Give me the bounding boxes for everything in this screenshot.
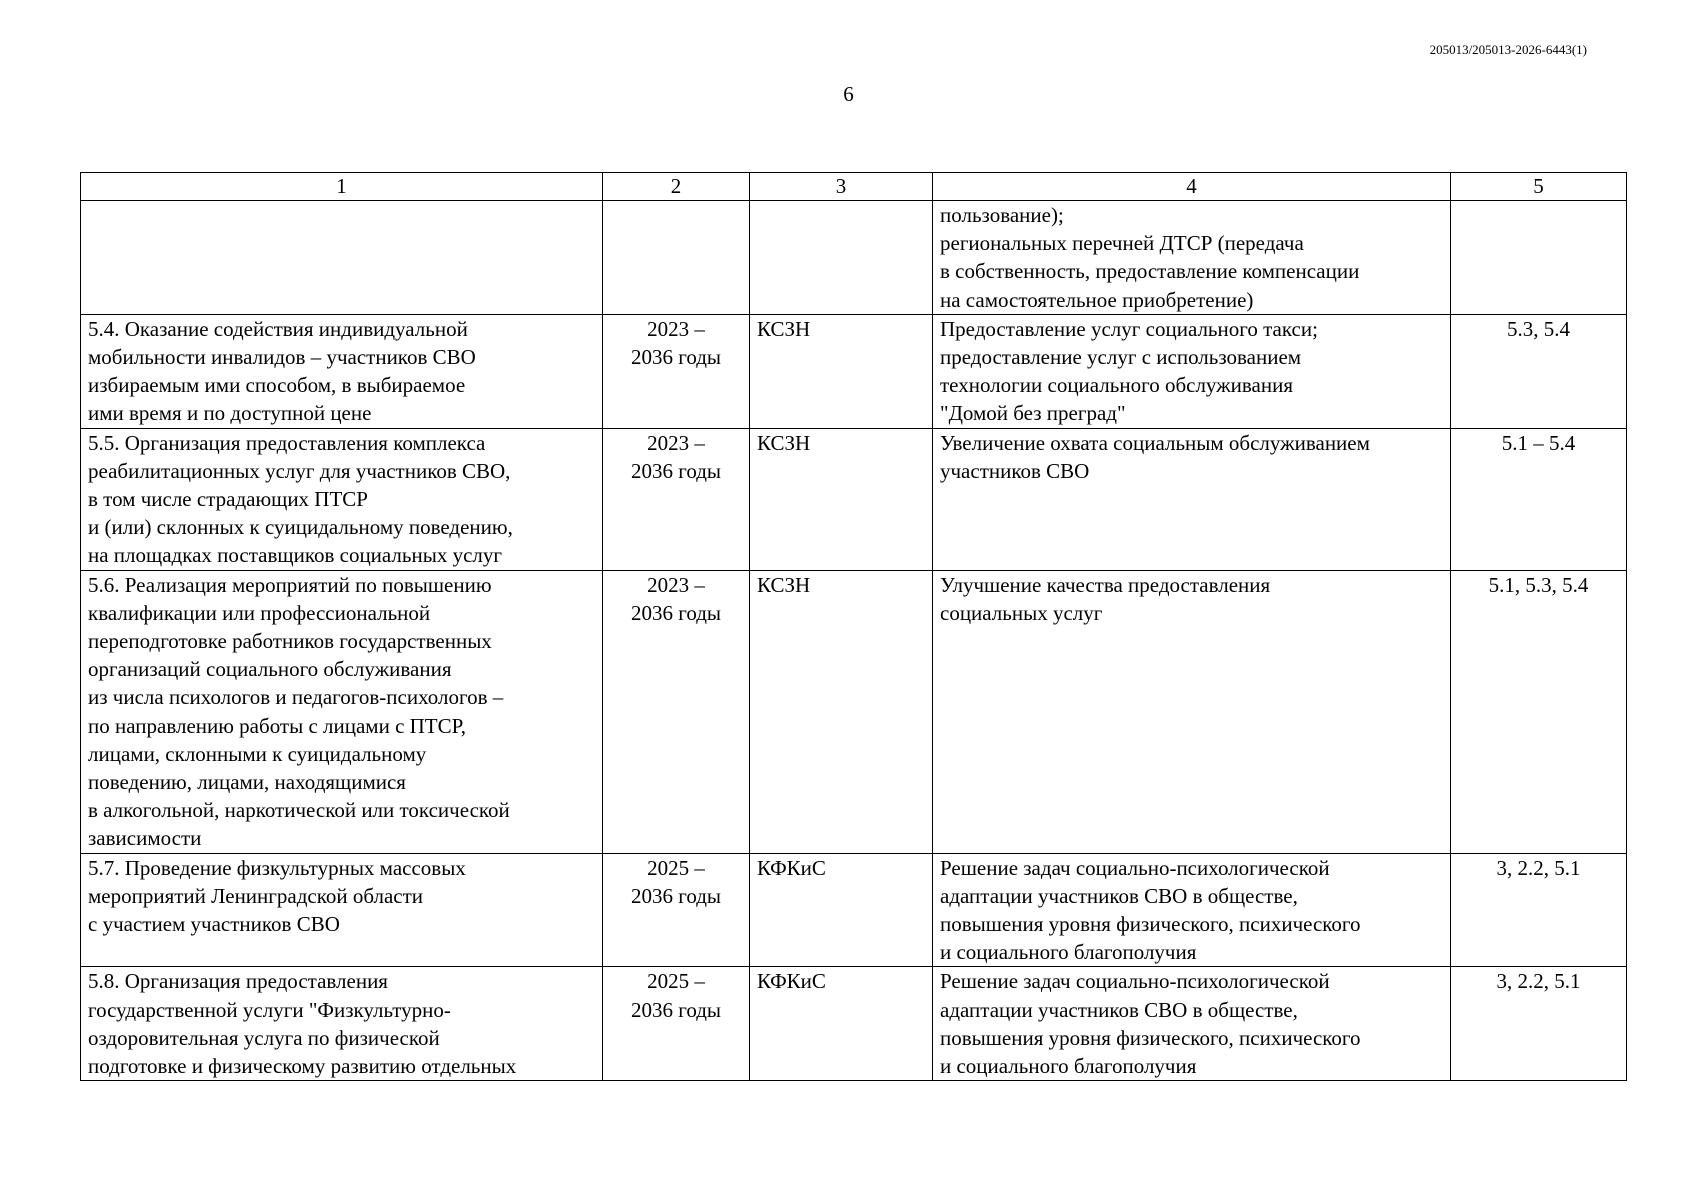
executor-cell: КСЗН [750, 314, 933, 428]
period-cell: 2025 – 2036 годы [603, 967, 750, 1081]
result-cell: Решение задач социально-психологической адаптации участников СВО в обществе, повышения уровня физического, психического и социального благополучия [933, 967, 1451, 1081]
result-cell: пользование); региональных перечней ДТСР (передача в собственность, предоставление компенсации на самостоятельное приобретение) [933, 201, 1451, 315]
result-cell: Решение задач социально-психологической адаптации участников СВО в обществе, повышения уровня физического, психического и социального благополучия [933, 853, 1451, 967]
executor-cell: КФКиС [750, 967, 933, 1081]
measure-cell [81, 201, 603, 315]
period-cell: 2025 – 2036 годы [603, 853, 750, 967]
result-cell: Улучшение качества предоставления социальных услуг [933, 570, 1451, 853]
column-header-1: 1 [81, 173, 603, 201]
period-cell: 2023 – 2036 годы [603, 570, 750, 853]
page-number: 6 [843, 82, 854, 106]
table-row-continuation [81, 201, 1627, 315]
measure-cell: 5.8. Организация предоставления государственной услуги "Физкультурно- оздоровительная услуга по физической подготовке и физическому развитию отдельных [81, 967, 603, 1081]
table-row-5-4 [81, 314, 1627, 428]
table-row-5-6 [81, 570, 1627, 853]
table-row-5-8 [81, 967, 1627, 1081]
indicators-cell: 5.1, 5.3, 5.4 [1451, 570, 1627, 853]
period-cell: 2023 – 2036 годы [603, 314, 750, 428]
measure-cell: 5.6. Реализация мероприятий по повышению квалификации или профессиональной переподготовке работников государственных организаций социального обслуживания из числа психологов и педагогов-психологов – по направлению работы с лицами с ПТСР, лицами, склонными к суицидальному поведению, лицами, находящимися в алкогольной, наркотической или токсической зависимости [81, 570, 603, 853]
indicators-cell: 5.3, 5.4 [1451, 314, 1627, 428]
column-header-2: 2 [603, 173, 750, 201]
column-numbers-row [81, 173, 1627, 201]
period-cell: 2023 – 2036 годы [603, 428, 750, 570]
column-header-5: 5 [1451, 173, 1627, 201]
result-cell: Увеличение охвата социальным обслуживанием участников СВО [933, 428, 1451, 570]
column-header-4: 4 [933, 173, 1451, 201]
column-header-3: 3 [750, 173, 933, 201]
table-row-5-7 [81, 853, 1627, 967]
table-row-5-5 [81, 428, 1627, 570]
indicators-cell: 3, 2.2, 5.1 [1451, 853, 1627, 967]
indicators-cell [1451, 201, 1627, 315]
indicators-cell: 3, 2.2, 5.1 [1451, 967, 1627, 1081]
executor-cell: КСЗН [750, 428, 933, 570]
measure-cell: 5.5. Организация предоставления комплекса реабилитационных услуг для участников СВО, в том числе страдающих ПТСР и (или) склонных к суицидальному поведению, на площадках поставщиков социальных услуг [81, 428, 603, 570]
measure-cell: 5.4. Оказание содействия индивидуальной мобильности инвалидов – участников СВО избираемым ими способом, в выбираемое ими время и по доступной цене [81, 314, 603, 428]
executor-cell: КФКиС [750, 853, 933, 967]
result-cell: Предоставление услуг социального такси; предоставление услуг с использованием технологии социального обслуживания "Домой без преград" [933, 314, 1451, 428]
measures-table [80, 172, 1627, 1081]
document-id: 205013/205013-2026-6443(1) [1429, 42, 1587, 57]
measure-cell: 5.7. Проведение физкультурных массовых мероприятий Ленинградской области с участием участников СВО [81, 853, 603, 967]
executor-cell: КСЗН [750, 570, 933, 853]
indicators-cell: 5.1 – 5.4 [1451, 428, 1627, 570]
period-cell [603, 201, 750, 315]
executor-cell [750, 201, 933, 315]
